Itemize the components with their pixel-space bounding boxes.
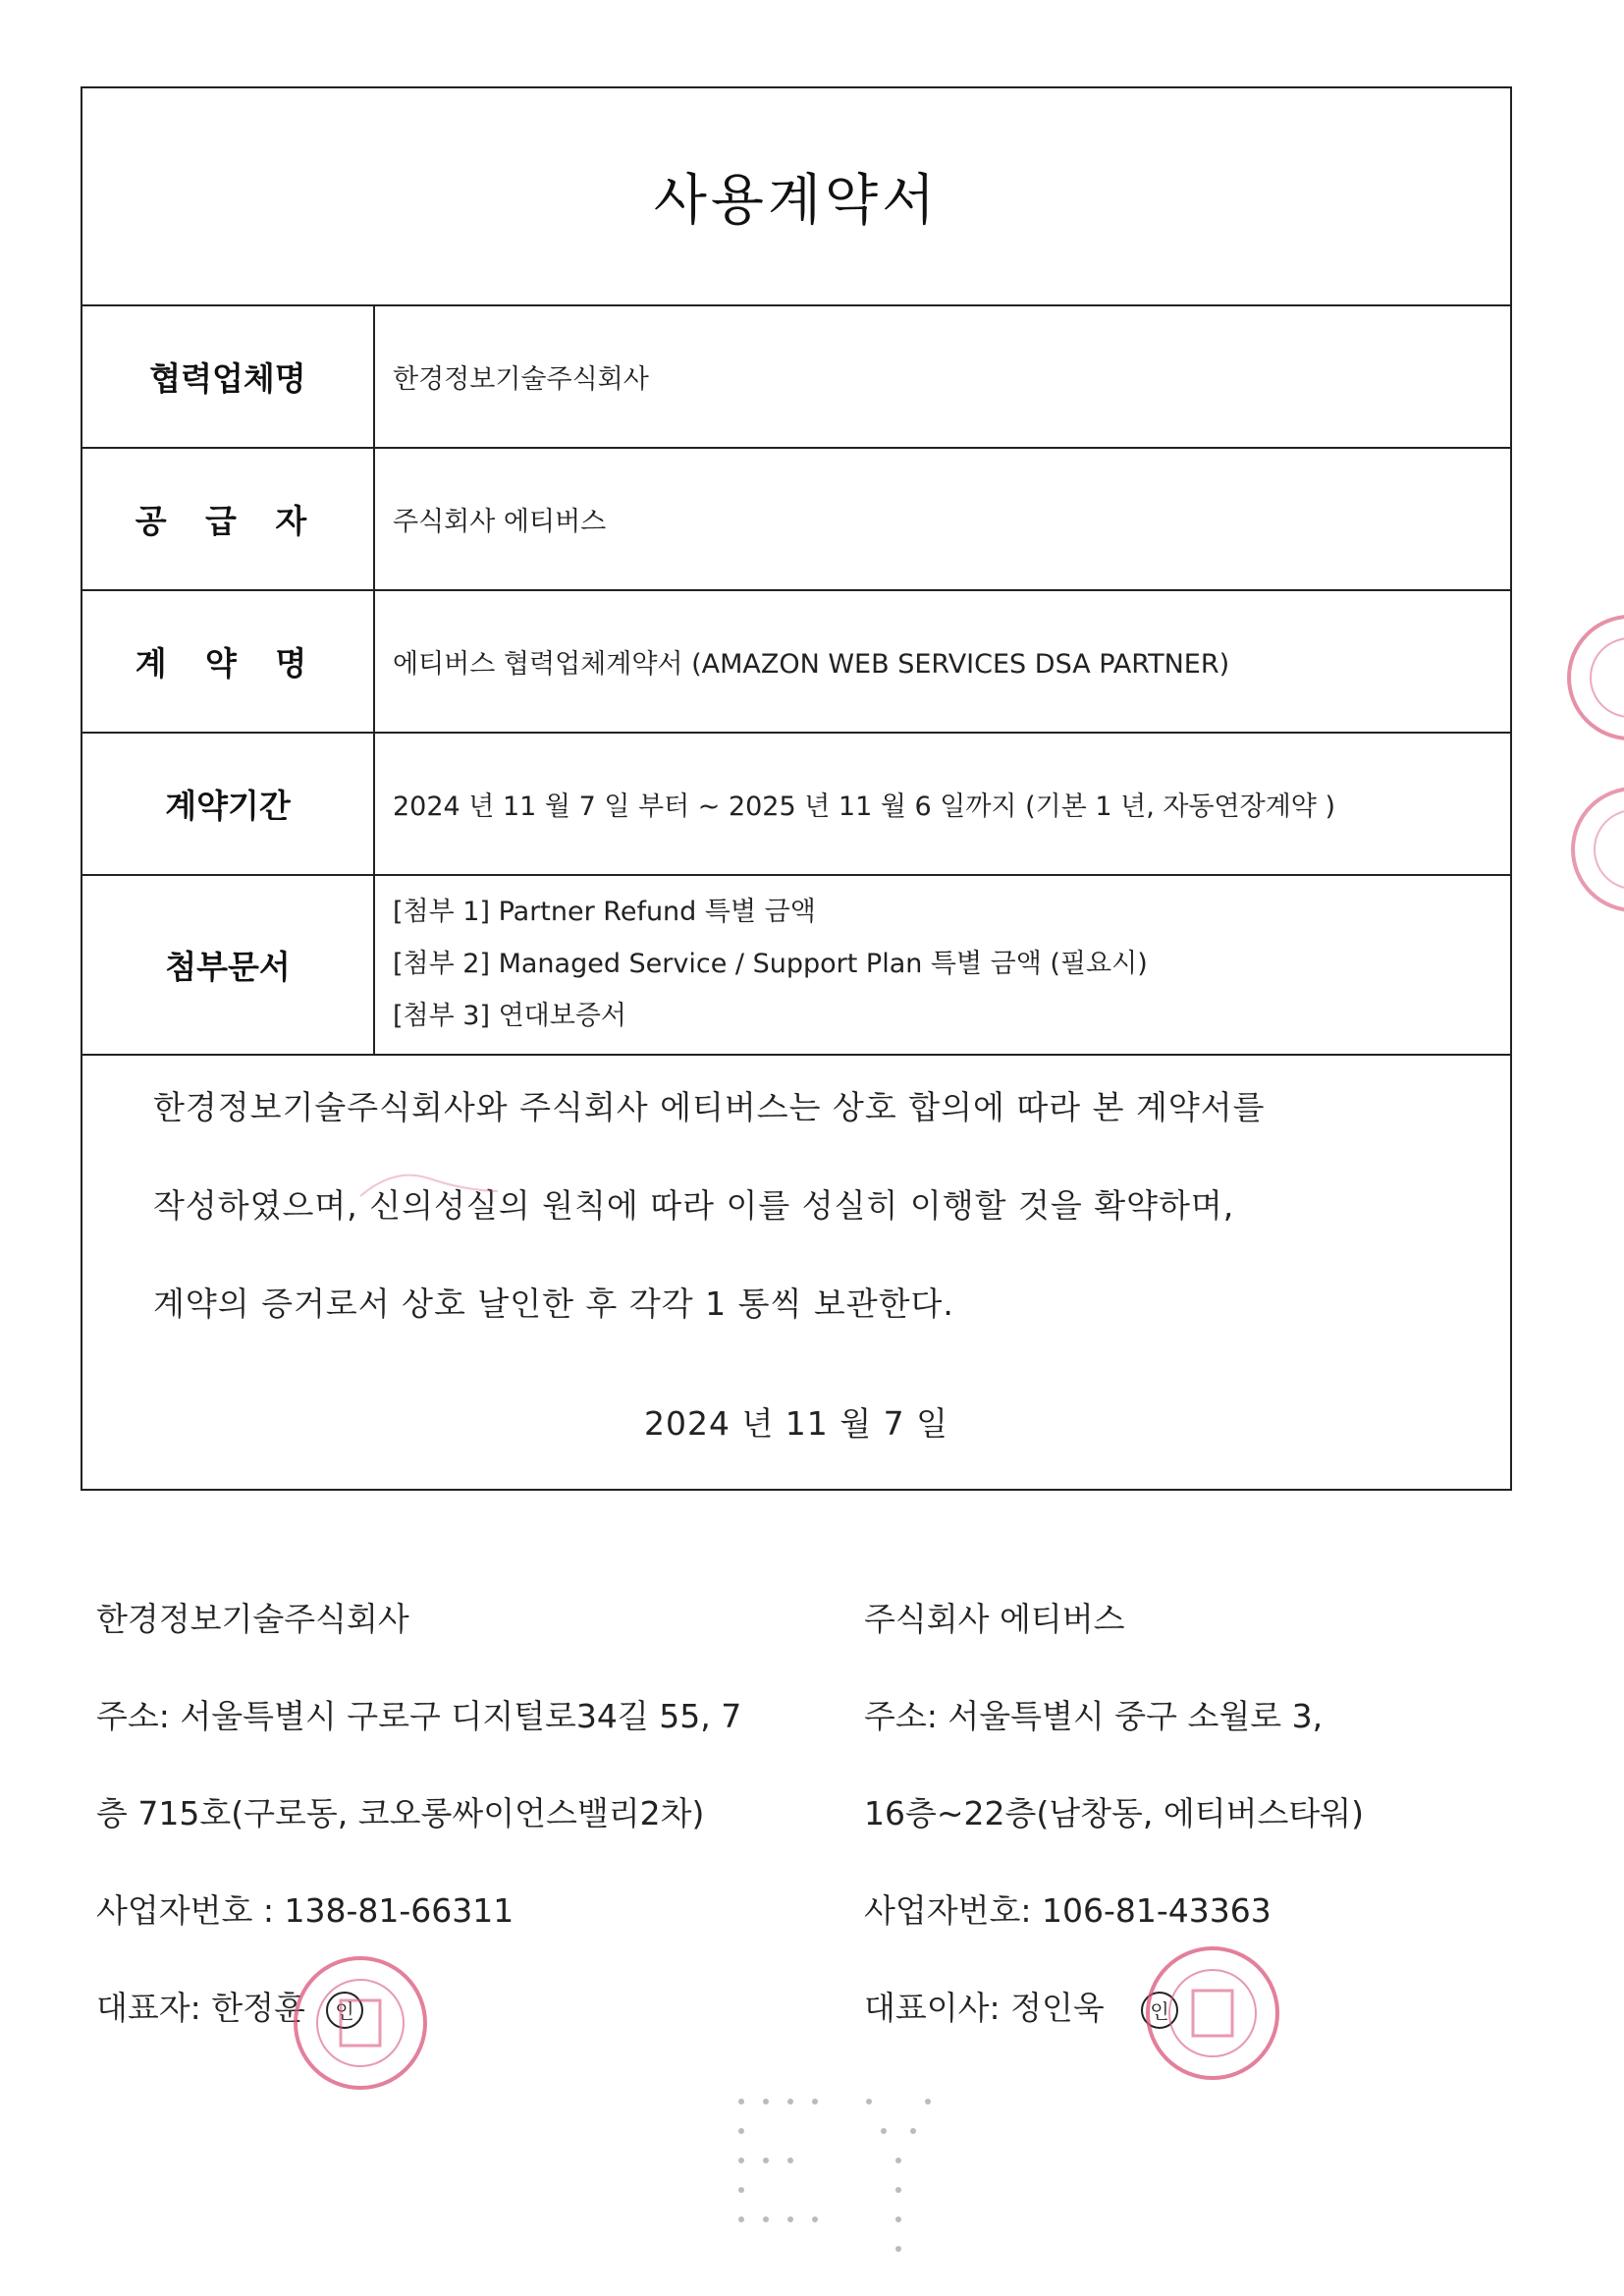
label-contract-name: 계 약 명: [82, 591, 375, 732]
party-right-name: 주식회사 에티버스: [864, 1600, 1125, 1638]
row-period: [82, 732, 1510, 874]
seal-mark-glyph: 인: [335, 1998, 355, 2023]
attachment-list: [393, 886, 1490, 1042]
company-seal-left-icon: [287, 1949, 434, 2097]
margin-seal-bottom-icon: [1569, 781, 1624, 918]
party-left-address-line1: 주소: 서울특별시 구로구 디지털로34길 55, 7: [96, 1697, 742, 1735]
company-seal-right-icon: [1139, 1940, 1286, 2087]
party-left-address-line2: 층 715호(구로동, 코오롱싸이언스밸리2차): [96, 1794, 705, 1832]
value-partner: 한경정보기술주식회사: [393, 364, 649, 395]
label-period: 계약기간: [82, 734, 375, 874]
attachment-item: [첨부 2] Managed Service / Support Plan 특별 금액 (필요시): [393, 949, 1148, 979]
party-right-address-line1: 주소: 서울특별시 중구 소월로 3,: [864, 1697, 1324, 1735]
party-right: [864, 1597, 1364, 2083]
value-supplier: 주식회사 에티버스: [393, 507, 607, 537]
document-title: 사용계약서: [653, 169, 940, 233]
row-partner: [82, 304, 1510, 447]
body-line: 작성하였으며, 신의성실의 원칙에 따라 이를 성실히 이행할 것을 확약하며,: [153, 1186, 1235, 1225]
party-right-representative-text: 대표이사: 정인욱: [864, 1989, 1105, 2027]
party-left-representative-text: 대표자: 한정훈: [96, 1989, 305, 2027]
value-period: 2024 년 11 월 7 일 부터 ~ 2025 년 11 월 6 일까지 (기본 1 년, 자동연장계약 ): [393, 792, 1335, 822]
margin-seal-top-icon: [1563, 609, 1624, 746]
label-partner: 협력업체명: [82, 306, 375, 447]
party-left-name: 한경정보기술주식회사: [96, 1600, 409, 1638]
label-supplier: 공 급 자: [82, 449, 375, 589]
party-right-address-line2: 16층~22층(남창동, 에티버스타워): [864, 1794, 1365, 1832]
party-right-business-no: 사업자번호: 106-81-43363: [864, 1891, 1272, 1930]
attachment-item: [첨부 1] Partner Refund 특별 금액: [393, 897, 816, 927]
value-contract-name: 에티버스 협력업체계약서 (AMAZON WEB SERVICES DSA PARTNER): [393, 649, 1230, 680]
label-attachments: 첨부문서: [82, 876, 375, 1054]
body-line: 한경정보기술주식회사와 주식회사 에티버스는 상호 합의에 따라 본 계약서를: [153, 1088, 1266, 1126]
party-right-representative: [864, 1986, 1364, 2083]
seal-smudge-icon: [355, 1167, 503, 1226]
row-contract-name: [82, 589, 1510, 732]
party-left-business-no: 사업자번호 : 138-81-66311: [96, 1891, 514, 1930]
body-line: 계약의 증거로서 상호 날인한 후 각각 1 통씩 보관한다.: [153, 1285, 954, 1323]
row-attachments: [82, 874, 1510, 1056]
seal-mark-glyph: 인: [1150, 1998, 1169, 2023]
sign-date: 2024 년 11 월 7 일: [643, 1404, 949, 1443]
perforation-mark-icon: [722, 2082, 967, 2288]
contract-table: [81, 86, 1512, 1491]
row-supplier: [82, 447, 1510, 589]
attachment-item: [첨부 3] 연대보증서: [393, 1001, 626, 1031]
